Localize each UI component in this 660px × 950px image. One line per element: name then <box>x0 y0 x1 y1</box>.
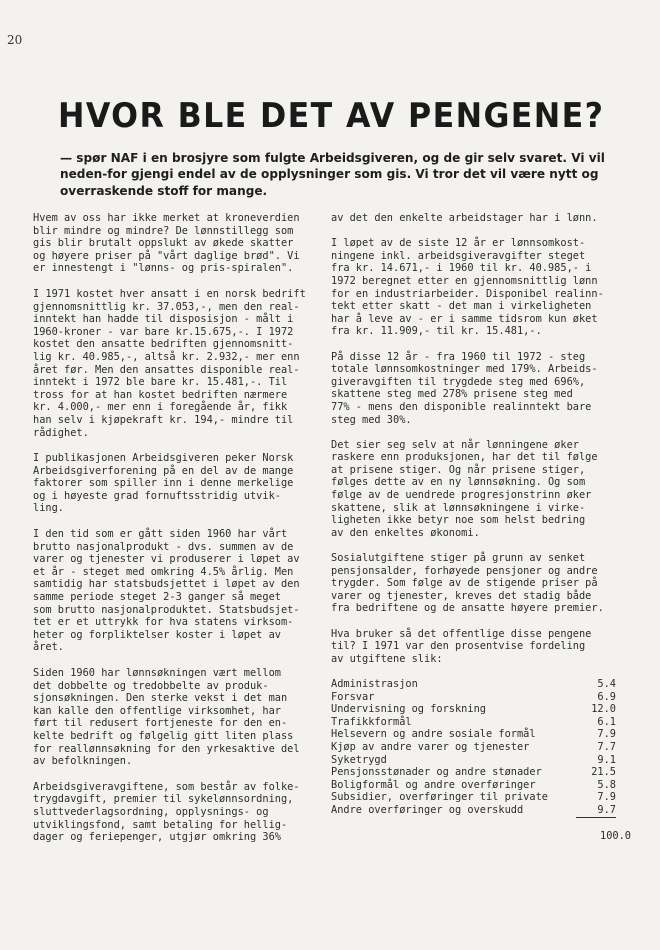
paragraph: Det sier seg selv at når lønningene øker raskere enn produksjonen, har det til følge at prisene stiger. Og når prisene stiger, følges dette av en ny lønnsøkning. Og som følge av de uendrede progresjonstrinn øker skattene, slik at lønnsøkningene i virke- ligheten ikke betyr noe som helst bedring av den enkeltes økonomi. <box>331 438 598 539</box>
paragraph: Siden 1960 har lønnsøkningen vært mellom det dobbelte og tredobbelte av produk- sjonsøkningen. Den sterke vekst i det man kan kalle den offentlige virksomhet, har ført til redusert fortjeneste for den en- kelte bedrift og følgelig gitt liten plass for reallønnsøkning for den yrkesaktive del av befolkningen. <box>33 667 300 768</box>
left-column <box>33 212 325 857</box>
article-subtitle: — spør NAF i en brosjyre som fulgte Arbeidsgiveren, og de gir selv svaret. Vi vil neden-for gjengi endel av de opplysninger som gis. Vi tror det vil være nytt og overraskende stoff for mange. <box>60 151 605 198</box>
page-number: 20 <box>7 33 23 47</box>
table-row <box>331 678 616 691</box>
expenditure-label: Helsevern og andre sosiale formål <box>331 728 536 741</box>
table-row <box>331 691 616 704</box>
paragraph: I publikasjonen Arbeidsgiveren peker Norsk Arbeidsgiverforening på en del av de mange faktorer som spiller inn i denne merkelige og i høyeste grad fornuftsstridig utvik- ling. <box>33 452 294 515</box>
table-row <box>331 728 616 741</box>
paragraph: I løpet av de siste 12 år er lønnsomkost- ningene inkl. arbeidsgiveravgifter steget fra kr. 14.671,- i 1960 til kr. 40.985,- i 1972 beregnet etter en gjennomsnittlig lønn for en industriarbeider. Disponibel realinn- tekt etter skatt - det man i virkeligheten har å leve av - er i samme tidsrom kun øket fra kr. 11.909,- til kr. 15.481,-. <box>331 237 604 338</box>
expenditure-total: 100.0 <box>600 829 631 842</box>
paragraph: av det den enkelte arbeidstager har i lønn. <box>331 212 598 224</box>
expenditure-value: 6.9 <box>597 690 616 703</box>
expenditure-table <box>331 678 616 818</box>
expenditure-value: 12.0 <box>591 703 616 716</box>
expenditure-label: Pensjonsstønader og andre stønader <box>331 766 542 779</box>
paragraph: Hvem av oss har ikke merket at kroneverdien blir mindre og mindre? De lønnstillegg som gis blir brutalt oppslukt av økede skatter og høyere priser på "vårt daglige brød". Vi er innestengt i "lønns- og pris-spiralen". <box>33 212 300 275</box>
expenditure-value: 5.4 <box>597 677 616 690</box>
expenditure-value: 5.8 <box>597 778 616 791</box>
paragraph: Sosialutgiftene stiger på grunn av senket pensjonsalder, forhøyede pensjoner og andre trygder. Som følge av de stigende priser på varer og tjenester, kreves det stadig både fra bedriftene og de ansatte høyere premier. <box>331 552 604 615</box>
expenditure-label: Forsvar <box>331 690 375 703</box>
table-row <box>331 754 616 767</box>
paragraph: På disse 12 år - fra 1960 til 1972 - steg totale lønnsomkostninger med 179%. Arbeids- giveravgiften til trygdede steg med 696%, skattene steg med 278% prisene steg med 77% - mens den disponible realinntekt bare steg med 30%. <box>331 350 598 426</box>
table-row <box>331 779 616 792</box>
expenditure-value: 7.7 <box>597 740 616 753</box>
paragraph: I 1971 kostet hver ansatt i en norsk bedrift gjennomsnittlig kr. 37.053,-, men den real- inntekt han hadde til disposisjon - målt i 1960-kroner - var bare kr.15.675,-. I 1972 kostet den ansatte bedriften gjennomsnitt- lig kr. 40.985,-, altså kr. 2.932,- mer enn året før. Men den ansattes disponible real- inntekt i 1972 ble bare kr. 15.481,-. Til tross for at han kostet bedriften nærmere kr. 4.000,- mer enn i foregående år, fikk han selv i kjøpekraft kr. 194,- mindre til rådighet. <box>33 287 306 439</box>
expenditure-label: Undervisning og forskning <box>331 703 486 716</box>
table-row <box>331 804 616 817</box>
expenditure-value: 21.5 <box>591 766 616 779</box>
expenditure-label: Subsidier, overføringer til private <box>331 791 548 804</box>
expenditure-label: Trafikkformål <box>331 715 412 728</box>
expenditure-label: Syketrygd <box>331 753 387 766</box>
table-row <box>331 766 616 779</box>
expenditure-value: 7.9 <box>597 728 616 741</box>
expenditure-value: 9.7 <box>576 804 616 817</box>
expenditure-value: 9.1 <box>597 753 616 766</box>
table-row <box>331 703 616 716</box>
expenditure-label: Andre overføringer og overskudd <box>331 803 524 816</box>
table-row <box>331 716 616 729</box>
article-headline: HVOR BLE DET AV PENGENE? <box>58 96 605 136</box>
expenditure-value: 7.9 <box>597 791 616 804</box>
paragraph: Arbeidsgiveravgiftene, som består av folke- trygdavgift, premier til sykelønnsordning, sluttvederlagsordning, opplysnings- og utviklingsfond, samt betaling for hellig- dager og feriepenger, utgjør omkring 36% <box>33 780 300 844</box>
paragraph: Hva bruker så det offentlige disse pengene til? I 1971 var den prosentvise fordeling av utgiftene slik: <box>331 627 592 665</box>
right-column <box>331 212 631 842</box>
expenditure-label: Kjøp av andre varer og tjenester <box>331 740 530 753</box>
expenditure-label: Administrasjon <box>331 677 418 690</box>
table-row <box>331 741 616 754</box>
table-row <box>331 791 616 804</box>
paragraph: I den tid som er gått siden 1960 har vårt brutto nasjonalprodukt - dvs. summen av de varer og tjenester vi produserer i løpet av et år - steget med omkring 4.5% årlig. Men samtidig har statsbudsjettet i løpet av den samme periode steget 2-3 ganger så meget som brutto nasjonalproduktet. Statsbudsjet- tet er et uttrykk for hva statens virksom- heter og forpliktelser koster i løpet av året. <box>33 528 300 654</box>
expenditure-value: 6.1 <box>597 715 616 728</box>
expenditure-label: Boligformål og andre overføringer <box>331 778 536 791</box>
